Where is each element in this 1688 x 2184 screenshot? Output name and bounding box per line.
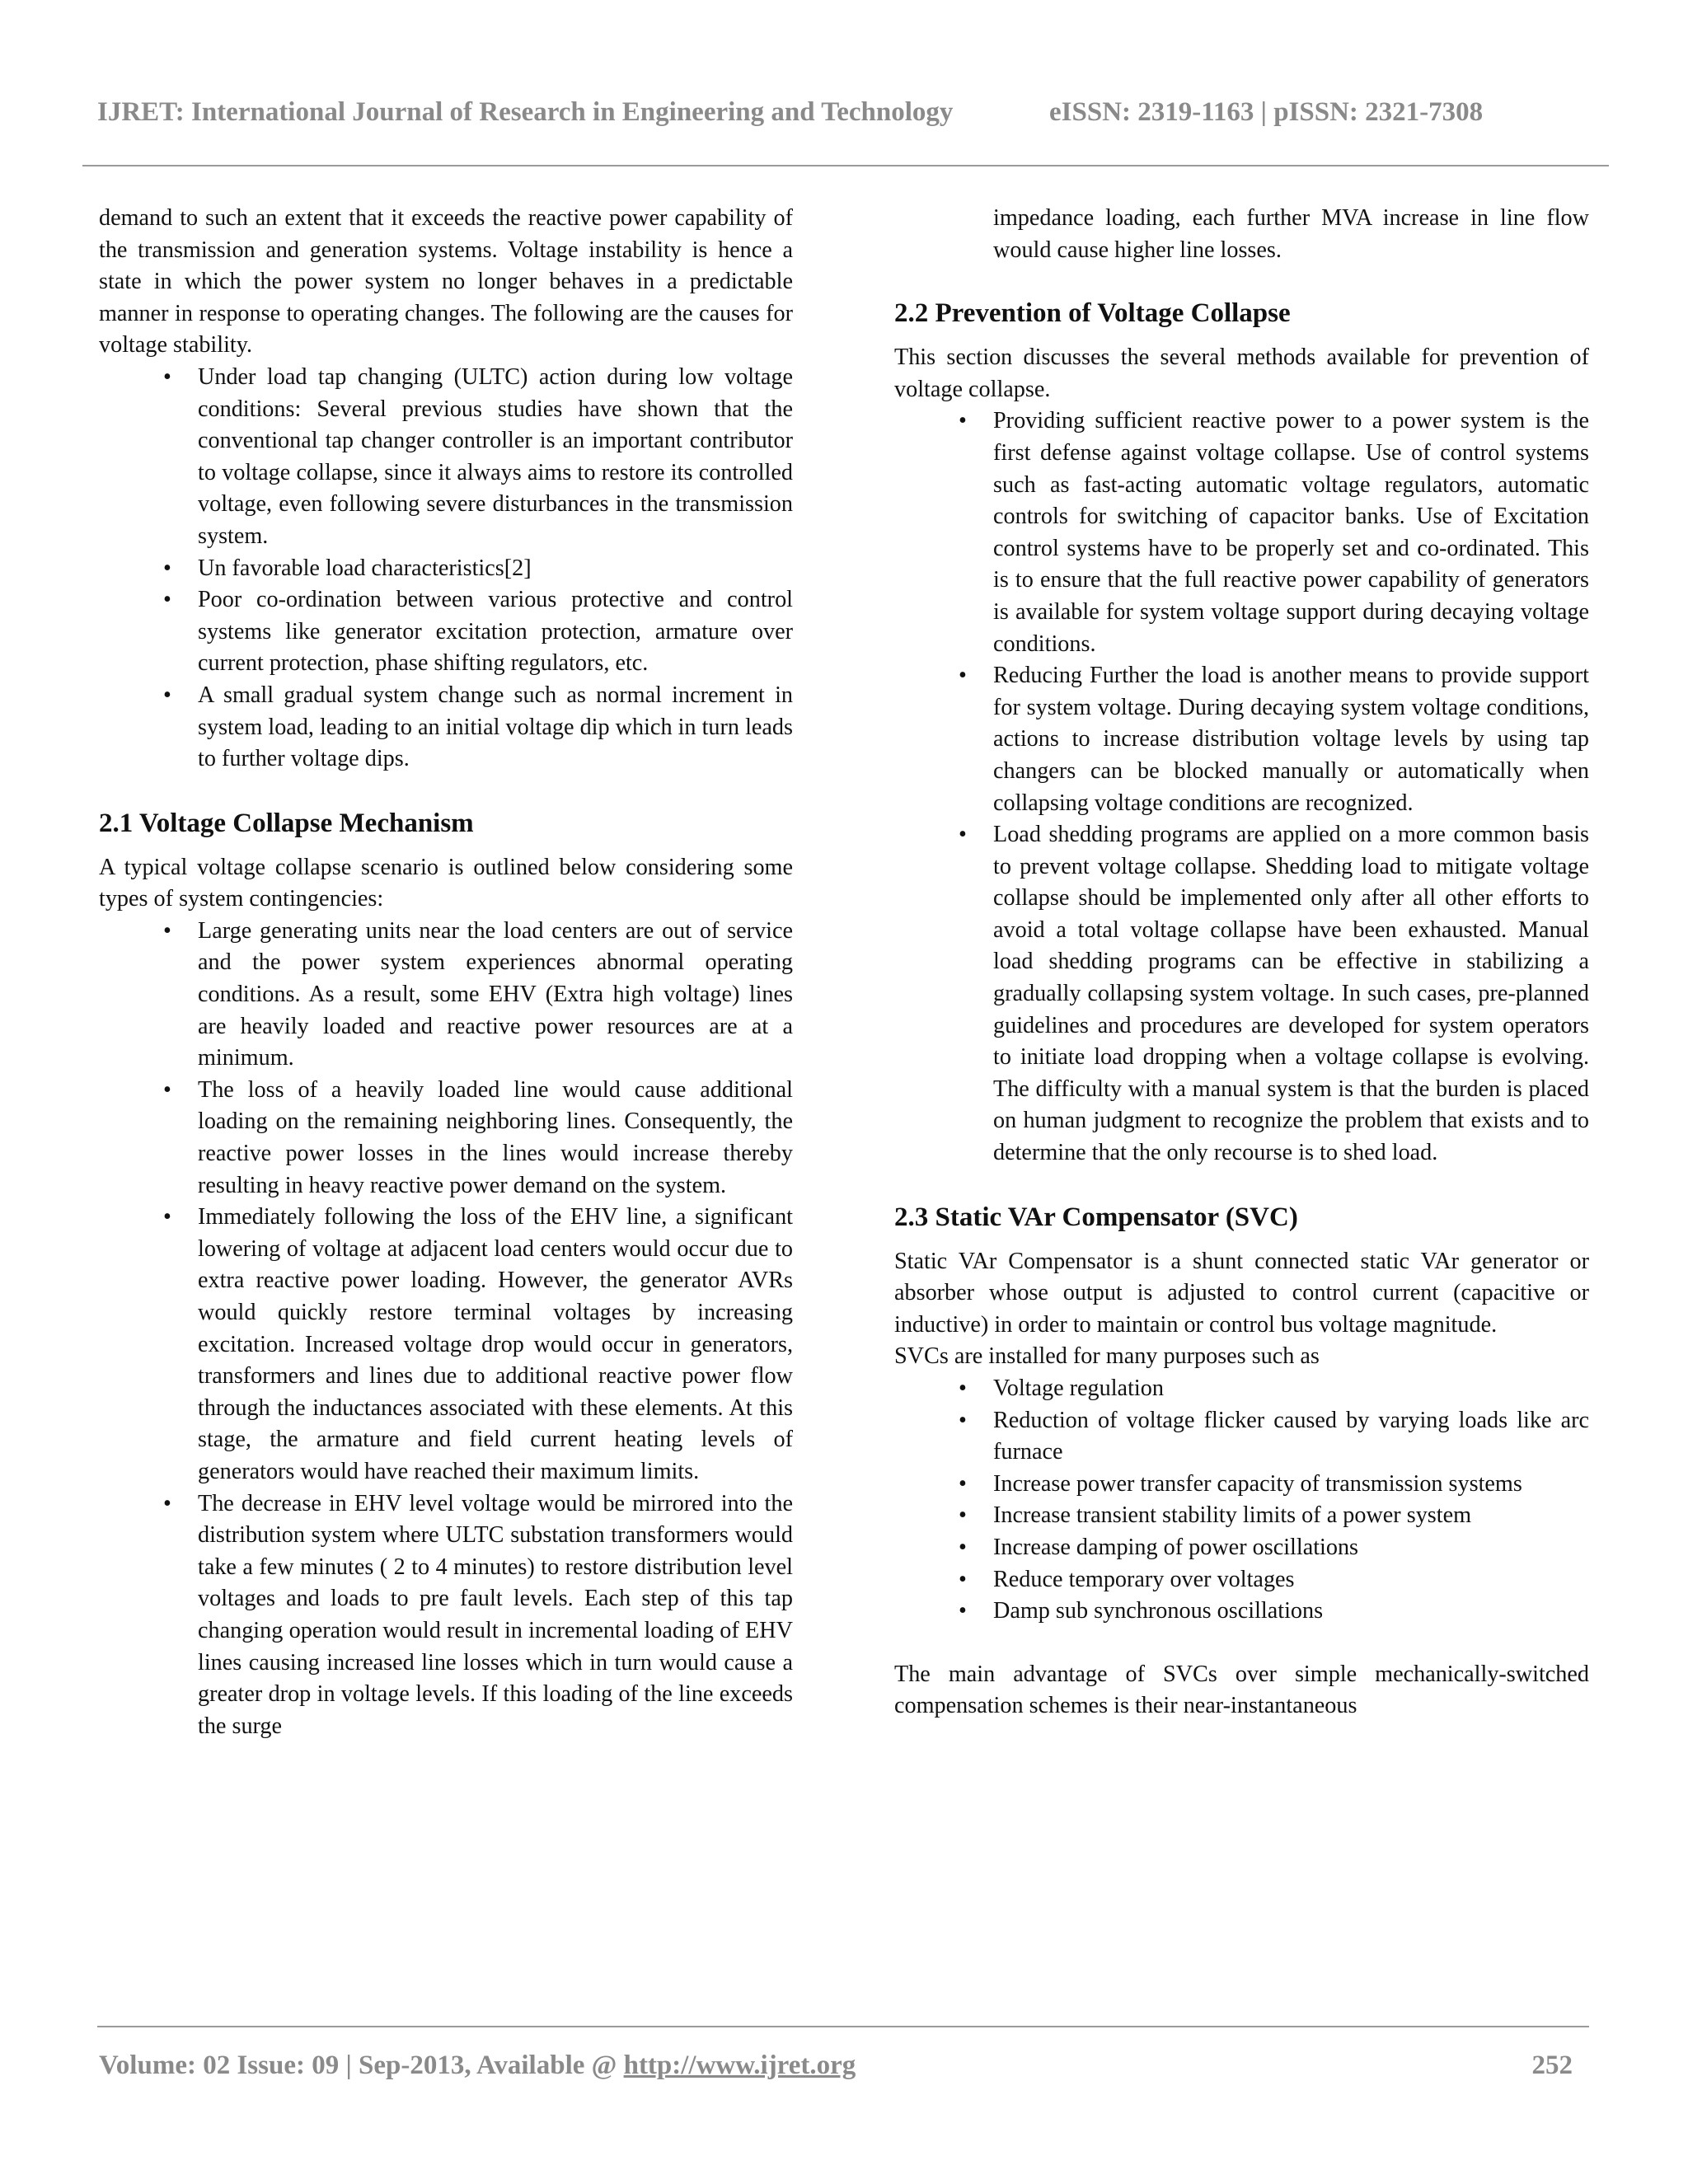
list-item: • Load shedding programs are applied on a more common basis to prevent voltage collapse. Shedding load to mitigate voltage collapse should be implemented only after all other efforts to avoid a total voltage collapse have been exhausted. Manual load shedding programs can be effective in stabilizing a gradually collapsing system voltage. In such cases, pre-planned guidelines and procedures are developed for system operators to initiate load dropping when a voltage collapse is evolving. The difficulty with a manual system is that the burden is placed on human judgment to recognize the problem that exists and to determine that the only recourse is to shed load. xyxy=(959,822,1589,1166)
list-item: • Increase transient stability limits of a power system xyxy=(959,1502,1472,1529)
continued-paragraph: impedance loading, each further MVA increase in line flow would cause higher line losses. xyxy=(993,205,1589,263)
list-item: • Damp sub synchronous oscillations xyxy=(959,1598,1324,1624)
list-item: • Poor co-ordination between various protective and control systems like generator excitation protection, armature over current protection, phase shifting regulators, etc. xyxy=(163,587,793,677)
left-column xyxy=(99,203,793,1742)
causes-list xyxy=(99,362,793,776)
issn: eISSN: 2319-1163 | pISSN: 2321-7308 xyxy=(1049,97,1484,127)
section-heading-2-3: 2.3 Static VAr Compensator (SVC) xyxy=(894,1202,1298,1232)
running-header xyxy=(97,97,1589,128)
header-rule xyxy=(82,165,1609,166)
list-item: • The loss of a heavily loaded line would cause additional loading on the remaining neighboring lines. Consequently, the reactive power losses in the lines would increase thereby resulting in heavy reactive power demand on the system. xyxy=(163,1076,793,1198)
right-column xyxy=(894,203,1589,1722)
section-heading-2-1: 2.1 Voltage Collapse Mechanism xyxy=(99,808,474,838)
section-2-3-paragraph: Static VAr Compensator is a shunt connected static VAr generator or absorber whose output is adjusted to control current (capacitive or inductive) in order to maintain or control bus voltage magnitude. xyxy=(894,1248,1589,1338)
section-heading-2-2: 2.2 Prevention of Voltage Collapse xyxy=(894,298,1291,329)
list-item: • Immediately following the loss of the EHV line, a significant lowering of voltage at adjacent load centers would occur due to extra reactive power loading. However, the generator AVRs would quickly restore terminal voltages by increasing excitation. Increased voltage drop would occur in generators, transformers and lines due to additional reactive power flow through the inductances associated with these elements. At this stage, the armature and field current heating levels of generators would have reached their maximum limits. xyxy=(163,1204,793,1484)
intro-paragraph: demand to such an extent that it exceeds the reactive power capability of the transmission and generation systems. Voltage instability is hence a state in which the power system no longer behaves in a predictable manner in response to operating changes. The following are the causes for voltage stability. xyxy=(99,205,793,359)
list-item: • Increase damping of power oscillations xyxy=(959,1534,1359,1560)
list-item: • Reducing Further the load is another means to provide support for system voltage. During decaying system voltage conditions, actions to increase distribution voltage levels by using tap changers can be blocked manually or automatically when collapsing voltage conditions are recognized. xyxy=(959,663,1589,816)
list-item: • Reduce temporary over voltages xyxy=(959,1566,1295,1592)
list-item: • A small gradual system change such as normal increment in system load, leading to an initial voltage dip which in turn leads to further voltage dips. xyxy=(163,682,793,772)
list-item: • Providing sufficient reactive power to a power system is the first defense against voltage collapse. Use of control systems such as fast-acting automatic voltage regulators, automatic controls for switching of capacitor banks. Use of Excitation control systems have to be properly set and co-ordinated. This is to ensure that the full reactive power capability of generators is available for system voltage support during decaying voltage conditions. xyxy=(959,408,1589,657)
section-2-1-intro: A typical voltage collapse scenario is outlined below considering some types of system contingencies: xyxy=(99,854,793,912)
footer-rule xyxy=(97,2026,1589,2027)
section-2-3-purposes-intro: SVCs are installed for many purposes such as xyxy=(894,1343,1320,1370)
running-footer xyxy=(99,2050,1573,2081)
list-item: • Under load tap changing (ULTC) action during low voltage conditions: Several previous studies have shown that the conventional tap changer controller is an important contributor to voltage collapse, since it always aims to restore its controlled voltage, even following severe disturbances in the transmission system. xyxy=(163,363,793,549)
list-item: • Voltage regulation xyxy=(959,1376,1164,1401)
journal-link[interactable]: http://www.ijret.org xyxy=(623,2050,856,2080)
page-number: 252 xyxy=(1531,2050,1573,2080)
volume-info: Volume: 02 Issue: 09 | Sep-2013, Available @ xyxy=(99,2050,624,2080)
prevention-list xyxy=(894,405,1589,1169)
scenario-list xyxy=(99,916,793,1742)
svc-purposes-list xyxy=(894,1373,1589,1628)
list-item: • The decrease in EHV level voltage would be mirrored into the distribution system where ULTC substation transformers would take a few minutes ( 2 to 4 minutes) to restore distribution level voltages and loads to pre fault levels. Each step of this tap changing operation would result in incremental loading of EHV lines causing increased line losses which in turn would cause a greater drop in voltage levels. If this loading of the line exceeds the surge xyxy=(163,1490,793,1739)
journal-title: IJRET: International Journal of Research in Engineering and Technology xyxy=(97,97,954,127)
list-item: • Reduction of voltage flicker caused by varying loads like arc furnace xyxy=(959,1407,1589,1465)
list-item: • Large generating units near the load centers are out of service and the power system experiences abnormal operating conditions. As a result, some EHV (Extra high voltage) lines are heavily loaded and reactive power resources are at a minimum. xyxy=(163,917,793,1071)
section-2-2-intro: This section discusses the several methods available for prevention of voltage collapse. xyxy=(894,344,1589,402)
list-item: • Un favorable load characteristics[2] xyxy=(163,555,532,581)
list-item: • Increase power transfer capacity of transmission systems xyxy=(959,1470,1522,1497)
section-2-3-advantage-paragraph: The main advantage of SVCs over simple mechanically-switched compensation schemes is their near-instantaneous xyxy=(894,1661,1589,1719)
